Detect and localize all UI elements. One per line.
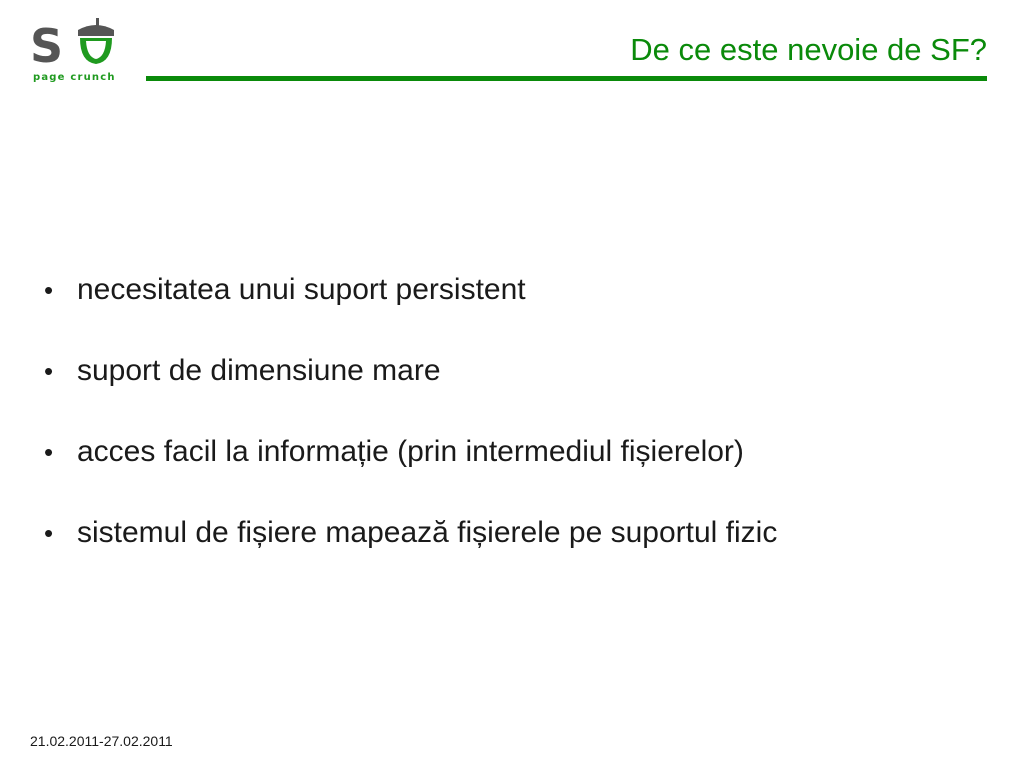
acorn-icon [78, 18, 114, 64]
bullet-marker: • [44, 518, 54, 548]
bullet-text: suport de dimensiune mare [77, 354, 441, 387]
bullet-item [44, 513, 777, 553]
bullet-marker: • [44, 275, 54, 305]
bullet-marker: • [44, 356, 54, 386]
bullet-item [44, 432, 777, 472]
page-crunch-logo [30, 14, 120, 86]
bullet-text: necesitatea unui suport persistent [77, 273, 526, 306]
bullet-item [44, 270, 777, 310]
footer-date-range: 21.02.2011-27.02.2011 [30, 733, 173, 749]
logo-text: page crunch [33, 72, 116, 83]
bullet-text: sistemul de fișiere mapează fișierele pe suportul fizic [77, 516, 778, 549]
logo-letter: S [30, 19, 64, 73]
slide-title: De ce este nevoie de SF? [630, 32, 987, 67]
bullet-item [44, 351, 777, 391]
bullet-text: acces facil la informație (prin intermediul fișierelor) [77, 435, 744, 468]
bullet-list [44, 270, 777, 594]
bullet-marker: • [44, 437, 54, 467]
title-divider [146, 76, 987, 81]
